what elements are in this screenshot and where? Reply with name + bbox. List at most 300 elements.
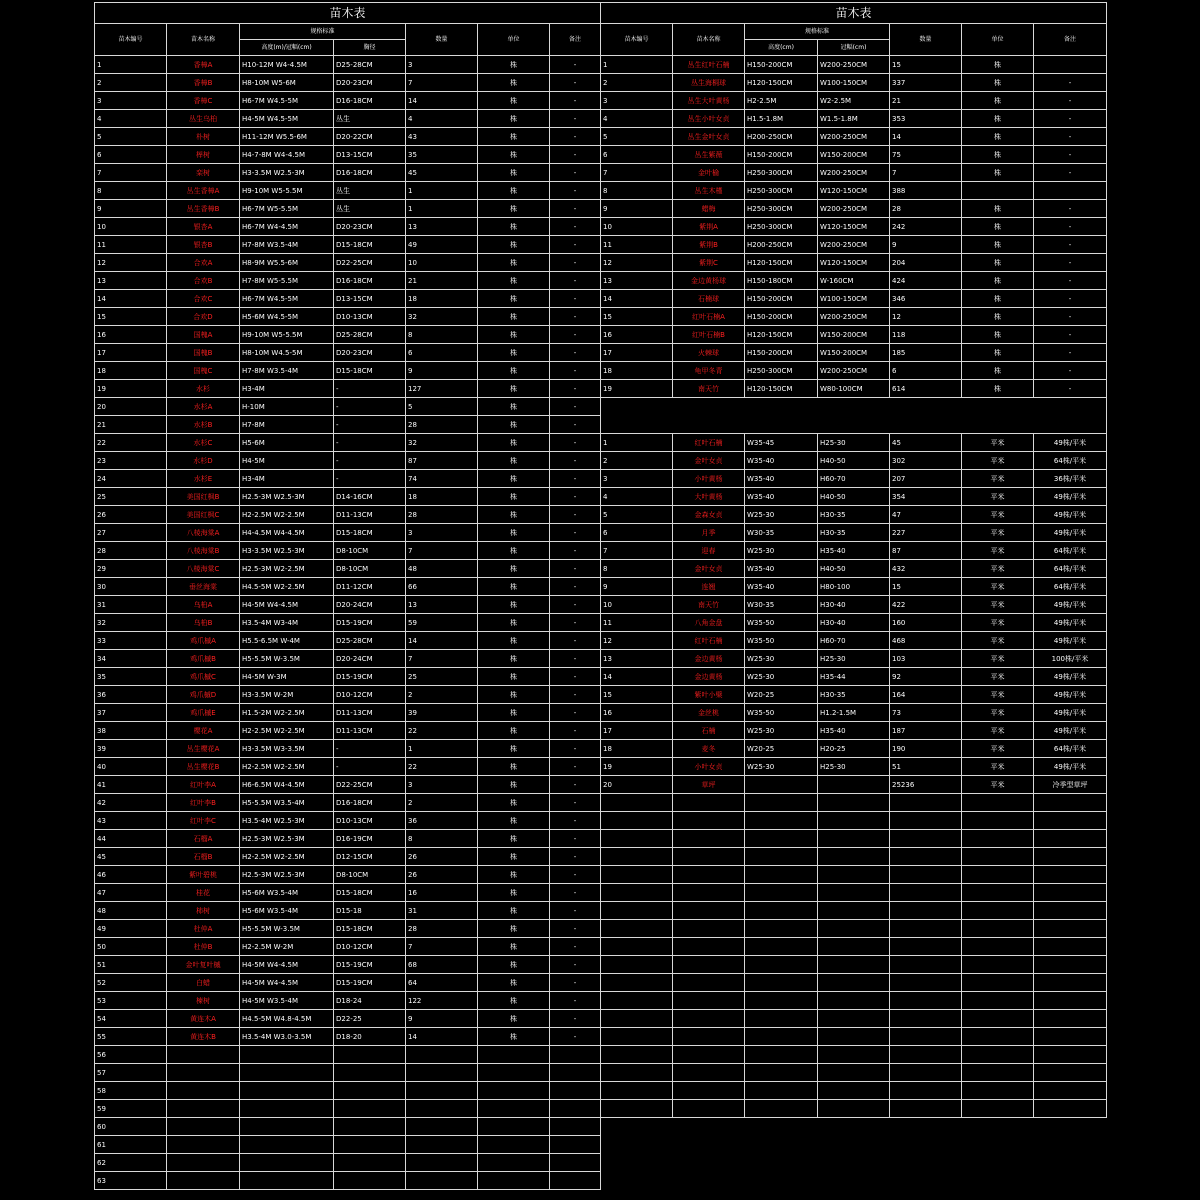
- cell-name: 丛生海桐球: [673, 74, 745, 92]
- empty-cell: [745, 1010, 818, 1028]
- cell-note: -: [550, 416, 601, 434]
- table-row: [95, 1010, 601, 1028]
- empty-cell: [962, 1064, 1034, 1082]
- cell-spec-b: 丛生: [334, 182, 406, 200]
- cell-no: 3: [601, 92, 673, 110]
- table-row: [601, 146, 1107, 164]
- cell-spec-b: W120-150CM: [818, 218, 890, 236]
- table-row: [601, 560, 1107, 578]
- cell-unit: 平米: [962, 722, 1034, 740]
- cell-note: -: [1034, 290, 1107, 308]
- table-row: [601, 236, 1107, 254]
- cell-spec-a: H150-200CM: [745, 308, 818, 326]
- table-row: [95, 776, 601, 794]
- cell-unit: 平米: [962, 704, 1034, 722]
- cell-spec-a: H7-8M W3.5-4M: [240, 236, 334, 254]
- cell-spec-b: [334, 1136, 406, 1154]
- cell-spec-b: W150-200CM: [818, 146, 890, 164]
- header-spec: 规格标准: [745, 24, 890, 40]
- cell-name: 丛生小叶女贞: [673, 110, 745, 128]
- cell-no: 8: [95, 182, 167, 200]
- cell-note: -: [550, 884, 601, 902]
- cell-spec-a: W20-25: [745, 740, 818, 758]
- cell-note: [550, 1136, 601, 1154]
- cell-spec-a: H7-8M W5-5.5M: [240, 272, 334, 290]
- cell-no: 34: [95, 650, 167, 668]
- cell-spec-a: H4-5M W3.5-4M: [240, 992, 334, 1010]
- empty-cell: [962, 1028, 1034, 1046]
- empty-cell: [745, 1028, 818, 1046]
- cell-qty: 6: [890, 362, 962, 380]
- cell-name: 八角金盘: [673, 614, 745, 632]
- table-row: [95, 1082, 601, 1100]
- cell-spec-b: H1.2-1.5M: [818, 704, 890, 722]
- cell-qty: 227: [890, 524, 962, 542]
- cell-spec-b: 丛生: [334, 110, 406, 128]
- cell-spec-a: H4-5M W4-4.5M: [240, 596, 334, 614]
- cell-spec-b: D11-13CM: [334, 704, 406, 722]
- cell-unit: [478, 1082, 550, 1100]
- cell-no: 27: [95, 524, 167, 542]
- empty-cell: [601, 830, 673, 848]
- cell-name: 水杉: [167, 380, 240, 398]
- cell-spec-a: H2-2.5M W2-2.5M: [240, 848, 334, 866]
- cell-spec-a: W25-30: [745, 542, 818, 560]
- cell-name: 桂花: [167, 884, 240, 902]
- empty-cell: [745, 884, 818, 902]
- empty-cell: [818, 848, 890, 866]
- cell-spec-a: H7-8M: [240, 416, 334, 434]
- cell-qty: 92: [890, 668, 962, 686]
- cell-no: 4: [95, 110, 167, 128]
- cell-spec-b: H35-40: [818, 542, 890, 560]
- cell-no: 18: [95, 362, 167, 380]
- cell-note: -: [550, 506, 601, 524]
- cell-unit: 株: [962, 362, 1034, 380]
- cell-qty: [406, 1064, 478, 1082]
- cell-spec-a: W35-50: [745, 614, 818, 632]
- empty-cell: [818, 920, 890, 938]
- empty-cell: [818, 1082, 890, 1100]
- cell-spec-b: -: [334, 380, 406, 398]
- cell-qty: [406, 1154, 478, 1172]
- cell-qty: 9: [406, 362, 478, 380]
- table-row: [601, 110, 1107, 128]
- cell-spec-a: H1.5-2M W2-2.5M: [240, 704, 334, 722]
- cell-spec-b: D13-15CM: [334, 146, 406, 164]
- cell-note: [550, 1154, 601, 1172]
- table-title: 苗木表: [601, 3, 1107, 24]
- cell-spec-b: W120-150CM: [818, 182, 890, 200]
- cell-name: 红叶石楠B: [673, 326, 745, 344]
- cell-spec-a: H3.5-4M W2.5-3M: [240, 812, 334, 830]
- cell-no: 58: [95, 1082, 167, 1100]
- cell-name: 合欢A: [167, 254, 240, 272]
- cell-spec-a: H9-10M W5-5.5M: [240, 182, 334, 200]
- cell-no: 7: [601, 164, 673, 182]
- empty-cell: [962, 974, 1034, 992]
- empty-cell: [601, 1100, 673, 1118]
- header-name: 苗木名称: [167, 24, 240, 56]
- table-row: [95, 326, 601, 344]
- cell-spec-b: D10-13CM: [334, 308, 406, 326]
- cell-spec-b: H20-25: [818, 740, 890, 758]
- cell-name: 金叶女贞: [673, 452, 745, 470]
- empty-row: [601, 830, 1107, 848]
- cell-name: 小叶黄杨: [673, 470, 745, 488]
- cell-unit: 平米: [962, 776, 1034, 794]
- cell-unit: 株: [478, 974, 550, 992]
- cell-no: 36: [95, 686, 167, 704]
- cell-spec-a: H4-4.5M W4-4.5M: [240, 524, 334, 542]
- cell-no: 53: [95, 992, 167, 1010]
- cell-spec-a: [240, 1100, 334, 1118]
- cell-spec-b: D25-28CM: [334, 632, 406, 650]
- cell-name: [167, 1100, 240, 1118]
- cell-unit: 株: [478, 992, 550, 1010]
- cell-spec-b: D15-19CM: [334, 668, 406, 686]
- cell-note: -: [550, 146, 601, 164]
- cell-name: 连翘: [673, 578, 745, 596]
- cell-note: -: [550, 974, 601, 992]
- cell-note: -: [550, 362, 601, 380]
- cell-spec-b: [334, 1172, 406, 1190]
- cell-name: 水杉B: [167, 416, 240, 434]
- empty-cell: [745, 992, 818, 1010]
- cell-spec-a: H8-10M W5-6M: [240, 74, 334, 92]
- cell-spec-b: D15-18CM: [334, 884, 406, 902]
- empty-cell: [1034, 1082, 1107, 1100]
- cell-unit: 株: [478, 470, 550, 488]
- cell-qty: 22: [406, 722, 478, 740]
- cell-no: 57: [95, 1064, 167, 1082]
- cell-qty: 6: [406, 344, 478, 362]
- cell-name: 金边黄杨: [673, 650, 745, 668]
- table-title: 苗木表: [95, 3, 601, 24]
- cell-no: 6: [95, 146, 167, 164]
- cell-no: 20: [95, 398, 167, 416]
- cell-note: -: [550, 848, 601, 866]
- cell-qty: 8: [406, 326, 478, 344]
- cell-spec-b: D11-13CM: [334, 722, 406, 740]
- table-row: [95, 74, 601, 92]
- cell-spec-a: H150-200CM: [745, 56, 818, 74]
- cell-qty: 190: [890, 740, 962, 758]
- cell-no: 3: [95, 92, 167, 110]
- table-row: [95, 488, 601, 506]
- cell-unit: 株: [478, 488, 550, 506]
- cell-note: -: [550, 920, 601, 938]
- empty-cell: [673, 884, 745, 902]
- table-row: [95, 920, 601, 938]
- cell-no: 5: [95, 128, 167, 146]
- cell-unit: 平米: [962, 614, 1034, 632]
- cell-note: 36株/平米: [1034, 470, 1107, 488]
- empty-cell: [673, 956, 745, 974]
- empty-cell: [890, 1100, 962, 1118]
- empty-cell: [745, 938, 818, 956]
- tree-rows: [95, 56, 601, 1190]
- empty-cell: [745, 902, 818, 920]
- empty-cell: [745, 794, 818, 812]
- cell-qty: 9: [406, 1010, 478, 1028]
- cell-note: 49株/平米: [1034, 668, 1107, 686]
- table-row: [601, 56, 1107, 74]
- cell-unit: 株: [962, 200, 1034, 218]
- empty-cell: [890, 974, 962, 992]
- cell-name: 乌桕B: [167, 614, 240, 632]
- cell-name: 水杉E: [167, 470, 240, 488]
- cell-spec-b: W100-150CM: [818, 74, 890, 92]
- empty-cell: [1034, 866, 1107, 884]
- empty-cell: [601, 1082, 673, 1100]
- cell-unit: 株: [478, 578, 550, 596]
- cell-name: 月季: [673, 524, 745, 542]
- cell-spec-b: D22-25: [334, 1010, 406, 1028]
- empty-cell: [601, 884, 673, 902]
- table-row: [95, 812, 601, 830]
- cell-spec-a: H200-250CM: [745, 128, 818, 146]
- cell-unit: [478, 1064, 550, 1082]
- empty-row: [601, 992, 1107, 1010]
- cell-unit: 株: [478, 740, 550, 758]
- cell-qty: 5: [406, 398, 478, 416]
- cell-spec-b: W200-250CM: [818, 56, 890, 74]
- cell-spec-b: H80-100: [818, 578, 890, 596]
- table-row: [95, 362, 601, 380]
- cell-note: 49株/平米: [1034, 722, 1107, 740]
- cell-qty: 45: [890, 434, 962, 452]
- table-row: [601, 272, 1107, 290]
- cell-qty: 74: [406, 470, 478, 488]
- cell-spec-b: W200-250CM: [818, 236, 890, 254]
- cell-unit: 株: [478, 236, 550, 254]
- header-diameter: 胸径: [334, 40, 406, 56]
- empty-cell: [673, 1028, 745, 1046]
- cell-spec-b: W200-250CM: [818, 164, 890, 182]
- cell-no: 62: [95, 1154, 167, 1172]
- cell-no: 15: [95, 308, 167, 326]
- cell-note: 49株/平米: [1034, 758, 1107, 776]
- table-row: [601, 758, 1107, 776]
- cell-no: 13: [95, 272, 167, 290]
- empty-cell: [673, 1082, 745, 1100]
- cell-unit: 株: [478, 398, 550, 416]
- cell-qty: 15: [890, 56, 962, 74]
- cell-no: 43: [95, 812, 167, 830]
- cell-no: 51: [95, 956, 167, 974]
- cell-spec-a: H4-5M W4-4.5M: [240, 974, 334, 992]
- empty-row: [601, 1082, 1107, 1100]
- cell-spec-a: H2-2.5M: [745, 92, 818, 110]
- cell-spec-a: H4-5M W4-4.5M: [240, 956, 334, 974]
- cell-spec-b: H60-70: [818, 632, 890, 650]
- cell-note: -: [550, 740, 601, 758]
- cell-name: 大叶黄杨: [673, 488, 745, 506]
- cell-unit: 平米: [962, 434, 1034, 452]
- plant-schedule-left: [94, 2, 600, 1190]
- table-row: [601, 722, 1107, 740]
- table-row: [601, 614, 1107, 632]
- cell-spec-a: H6-7M W4.5-5M: [240, 290, 334, 308]
- cell-spec-b: D25-28CM: [334, 56, 406, 74]
- cell-no: 1: [95, 56, 167, 74]
- cell-spec-b: [334, 1082, 406, 1100]
- cell-note: -: [550, 812, 601, 830]
- table-row: [95, 506, 601, 524]
- empty-cell: [745, 920, 818, 938]
- cell-qty: 35: [406, 146, 478, 164]
- cell-note: -: [1034, 146, 1107, 164]
- cell-note: 64株/平米: [1034, 452, 1107, 470]
- cell-spec-a: W35-50: [745, 704, 818, 722]
- cell-unit: 株: [478, 164, 550, 182]
- cell-no: 18: [601, 740, 673, 758]
- empty-cell: [818, 1028, 890, 1046]
- cell-no: 44: [95, 830, 167, 848]
- cell-name: 鸡爪槭A: [167, 632, 240, 650]
- cell-no: 1: [601, 434, 673, 452]
- table-row: [601, 74, 1107, 92]
- cell-unit: 株: [962, 272, 1034, 290]
- cell-unit: 株: [962, 128, 1034, 146]
- cell-name: 丛生樱花A: [167, 740, 240, 758]
- cell-note: -: [1034, 272, 1107, 290]
- empty-cell: [962, 1100, 1034, 1118]
- cell-unit: 平米: [962, 686, 1034, 704]
- cell-unit: 株: [478, 290, 550, 308]
- table-row: [601, 524, 1107, 542]
- cell-name: 紫荆C: [673, 254, 745, 272]
- empty-cell: [962, 956, 1034, 974]
- cell-qty: 2: [406, 794, 478, 812]
- empty-cell: [1034, 1100, 1107, 1118]
- cell-spec-b: D8-10CM: [334, 866, 406, 884]
- table-row: [95, 1064, 601, 1082]
- cell-qty: [406, 1118, 478, 1136]
- cell-unit: 株: [478, 596, 550, 614]
- empty-cell: [818, 812, 890, 830]
- cell-note: 49株/平米: [1034, 434, 1107, 452]
- cell-name: 麦冬: [673, 740, 745, 758]
- cell-note: -: [550, 398, 601, 416]
- cell-unit: 株: [478, 74, 550, 92]
- cell-spec-a: H8-9M W5.5-6M: [240, 254, 334, 272]
- cell-spec-a: H250-300CM: [745, 218, 818, 236]
- cell-name: 乌桕A: [167, 596, 240, 614]
- cell-unit: 平米: [962, 632, 1034, 650]
- cell-note: 冷季型草坪: [1034, 776, 1107, 794]
- empty-cell: [890, 992, 962, 1010]
- cell-unit: 平米: [962, 452, 1034, 470]
- cell-qty: 32: [406, 434, 478, 452]
- cell-name: 杜仲A: [167, 920, 240, 938]
- cell-spec-a: H4-5M: [240, 452, 334, 470]
- cell-name: 丛生紫薇: [673, 146, 745, 164]
- cell-qty: [406, 1100, 478, 1118]
- cell-qty: 43: [406, 128, 478, 146]
- cell-spec-a: H4.5-5M W4.8-4.5M: [240, 1010, 334, 1028]
- cell-unit: 株: [478, 254, 550, 272]
- table-row: [601, 326, 1107, 344]
- table-row: [95, 578, 601, 596]
- cell-spec-a: [745, 776, 818, 794]
- cell-spec-b: -: [334, 434, 406, 452]
- cell-no: 7: [601, 542, 673, 560]
- cell-name: 合欢D: [167, 308, 240, 326]
- cell-no: 14: [95, 290, 167, 308]
- cell-no: 13: [601, 650, 673, 668]
- cell-qty: 48: [406, 560, 478, 578]
- cell-unit: 株: [478, 182, 550, 200]
- cell-spec-b: H30-35: [818, 524, 890, 542]
- cell-qty: 28: [406, 416, 478, 434]
- cell-qty: 422: [890, 596, 962, 614]
- cell-note: -: [550, 560, 601, 578]
- table-row: [95, 308, 601, 326]
- cell-no: 50: [95, 938, 167, 956]
- cell-note: -: [550, 452, 601, 470]
- cell-no: 16: [95, 326, 167, 344]
- cell-qty: 1: [406, 182, 478, 200]
- empty-cell: [745, 1046, 818, 1064]
- cell-note: -: [1034, 308, 1107, 326]
- cell-spec-a: H11-12M W5.5-6M: [240, 128, 334, 146]
- cell-qty: 7: [890, 164, 962, 182]
- cell-unit: 平米: [962, 488, 1034, 506]
- header-no: 苗木编号: [601, 24, 673, 56]
- cell-no: 60: [95, 1118, 167, 1136]
- table-row: [95, 902, 601, 920]
- cell-spec-a: H250-300CM: [745, 182, 818, 200]
- table-row: [95, 344, 601, 362]
- cell-no: 52: [95, 974, 167, 992]
- header-width: 冠幅(cm): [818, 40, 890, 56]
- table-row: [95, 704, 601, 722]
- cell-unit: 株: [962, 164, 1034, 182]
- cell-qty: 7: [406, 542, 478, 560]
- cell-note: -: [550, 578, 601, 596]
- cell-note: -: [550, 272, 601, 290]
- table-row: [601, 470, 1107, 488]
- cell-note: -: [1034, 128, 1107, 146]
- cell-unit: 平米: [962, 740, 1034, 758]
- cell-no: 12: [601, 254, 673, 272]
- cell-no: 4: [601, 110, 673, 128]
- cell-note: -: [550, 110, 601, 128]
- cell-spec-b: D16-18CM: [334, 272, 406, 290]
- empty-cell: [1034, 794, 1107, 812]
- cell-spec-a: H150-200CM: [745, 344, 818, 362]
- cell-no: 49: [95, 920, 167, 938]
- cell-spec-a: H10-12M W4-4.5M: [240, 56, 334, 74]
- cell-no: 2: [601, 452, 673, 470]
- cell-note: -: [1034, 236, 1107, 254]
- cell-spec-b: H30-40: [818, 596, 890, 614]
- table-row: [95, 110, 601, 128]
- cell-unit: 株: [478, 56, 550, 74]
- empty-cell: [673, 1064, 745, 1082]
- empty-cell: [601, 902, 673, 920]
- cell-note: [1034, 182, 1107, 200]
- cell-name: 黄连木A: [167, 1010, 240, 1028]
- cell-no: 61: [95, 1136, 167, 1154]
- empty-cell: [890, 956, 962, 974]
- cell-name: 丛生乌桕: [167, 110, 240, 128]
- cell-note: -: [550, 326, 601, 344]
- cell-name: 金丝桃: [673, 704, 745, 722]
- table-row: [95, 200, 601, 218]
